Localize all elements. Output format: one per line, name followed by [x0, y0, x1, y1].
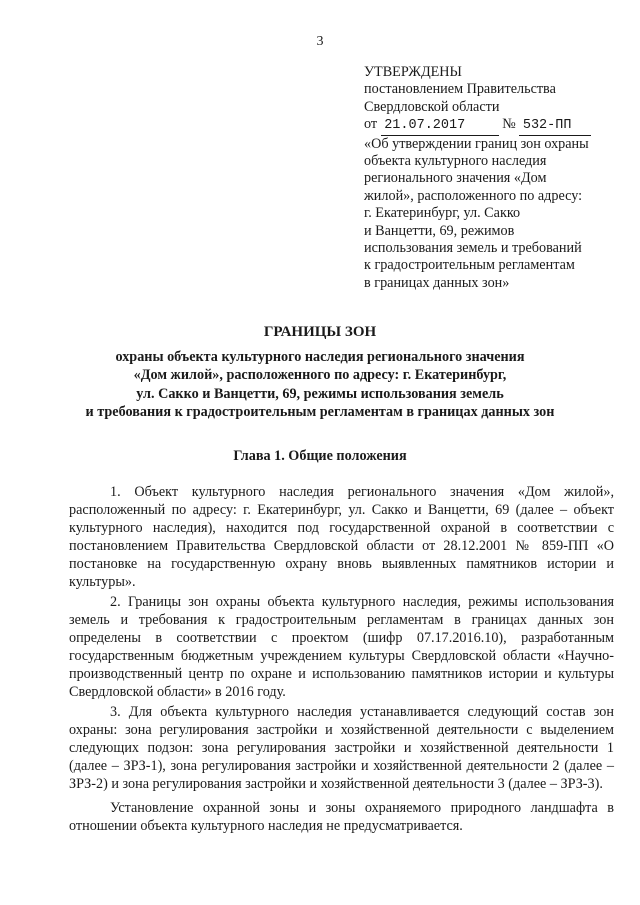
- paragraph: 2. Границы зон охраны объекта культурного наследия, режимы использования земель и требования к градостроительным регламентам в границах данных зон определены в соответствии с проектом (шифр 07.17.2016.10), разработанным государственным бюджетным учреждением культуры Свердловской области «Научно-производственный центр по охране и использованию памятников истории и культуры Свердловской области» в 2016 году.: [69, 594, 614, 700]
- title-line: ул. Сакко и Ванцетти, 69, режимы использования земель: [136, 385, 504, 402]
- subject-line: жилой», расположенного по адресу:: [364, 187, 583, 204]
- subject-line: и Ванцетти, 69, режимов: [364, 222, 515, 239]
- body-text: [69, 483, 614, 837]
- title-line: «Дом жилой», расположенного по адресу: г. Екатеринбург,: [133, 367, 507, 383]
- subject-line: объекта культурного наследия: [364, 153, 547, 170]
- subject-line: г. Екатеринбург, ул. Сакко: [364, 205, 521, 222]
- title-main: ГРАНИЦЫ ЗОН: [263, 324, 377, 340]
- paragraph: 1. Объект культурного наследия регионального значения «Дом жилой», расположенный по адресу: г. Екатеринбург, ул. Сакко и Ванцетти, 69 (далее – объект культурного наследия), находится под государственной охраной в соответствии с постановлением Правительства Свердловской области от 28.12.2001 № 859-ПП «О постановке на государственную охрану вновь выявленных памятников истории и культуры».: [69, 484, 614, 590]
- approval-heading: УТВЕРЖДЕНЫ: [364, 64, 462, 80]
- approval-line-2: Свердловской области: [364, 98, 500, 115]
- title-line: и требования к градостроительным регламентам в границах данных зон: [85, 404, 555, 420]
- subject-line: к градостроительным регламентам: [364, 257, 575, 274]
- paragraph: 3. Для объекта культурного наследия устанавливается следующий состав зон охраны: зона регулирования застройки и хозяйственной деятельности с выделением следующих подзон: зона регулирования застройки и хозяйственной деятельности 1 (далее – ЗРЗ-1), зона регулирования застройки и хозяйственной деятельности 2 (далее – ЗРЗ-2) и зона регулирования застройки и хозяйственной деятельности 3 (далее – ЗРЗ-3).: [69, 704, 614, 792]
- subject-line: в границах данных зон»: [364, 274, 510, 291]
- approval-block: [364, 64, 614, 292]
- approval-date-line: [364, 116, 614, 135]
- title-line: охраны объекта культурного наследия регионального значения: [115, 348, 525, 365]
- date-field: [381, 116, 499, 135]
- subject-line: «Об утверждении границ зон охраны: [364, 135, 589, 152]
- date-prefix: от: [364, 116, 378, 133]
- number-prefix: №: [502, 116, 516, 133]
- subject-line: регионального значения «Дом: [364, 170, 547, 187]
- page-number: 3: [316, 34, 324, 49]
- chapter-heading: Глава 1. Общие положения: [233, 448, 407, 464]
- number-field: [519, 116, 591, 135]
- approval-line-1: постановлением Правительства: [364, 81, 556, 98]
- paragraph: Установление охранной зоны и зоны охраняемого природного ландшафта в отношении объекта культурного наследия не предусматривается.: [69, 800, 614, 834]
- subject-line: использования земель и требований: [364, 240, 582, 257]
- approval-date: 21.07.2017: [384, 118, 466, 134]
- document-title: [0, 323, 640, 422]
- approval-number: 532-ПП: [522, 118, 572, 134]
